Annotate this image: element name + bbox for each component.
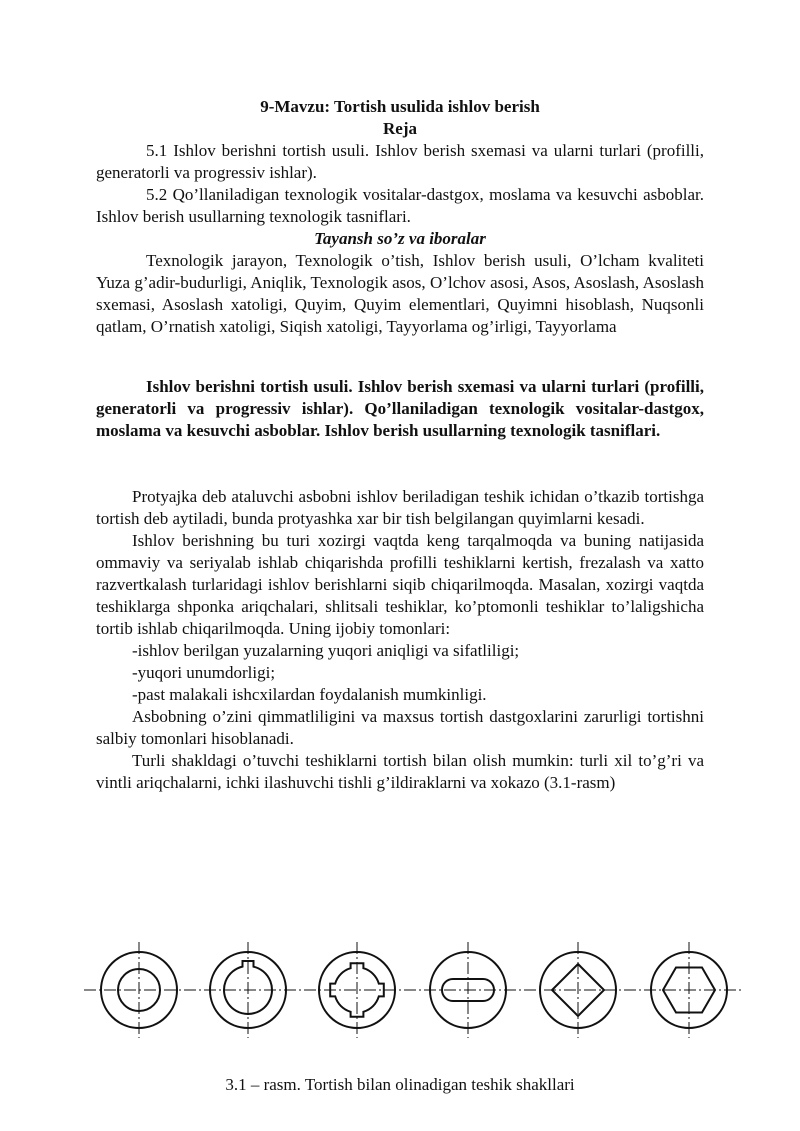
keywords-text: Texnologik jarayon, Texnologik o’tish, Ishlov berish usuli, O’lcham kvaliteti Yuza g’adir-budurligi, Aniqlik, Texnologik asos, O’lchov asosi, Asos, Asoslash, Asoslash sxemasi, Asoslash xatoligi, Quyim, Quyim elementlari, Quyimni hisoblash, Nuqsonli qatlam, O’rnatish xatoligi, Siqish xatoligi, Tayyorlama og’irligi, Tayyorlama <box>96 251 704 336</box>
hole-shapes-figure <box>84 938 744 1038</box>
list-item-productivity: -yuqori unumdorligi; <box>132 663 276 682</box>
paragraph-usage: Ishlov berishning bu turi xozirgi vaqtda keng tarqalmoqda va buning natijasida ommaviy va seriyalab ishlab chiqarishda profilli teshiklarni kertish, frezalash va xatto razvertkalash turlaridagi ishlov berishlarni siqib chiqarilmoqda. Masalan, xozirgi vaqtda teshiklarga shponka ariqchalari, shlitsali teshiklar, ko’ptomonli teshiklar to’laligshicha tortib ishlab chiqarilmoqda. Uning ijobiy tomonlari: <box>96 531 704 638</box>
body-text <box>96 486 704 794</box>
paragraph-negatives: Asbobning o’zini qimmatliligini va maxsus tortish dastgoxlarini zarurligi tortishni salbiy tomonlari hisoblanadi. <box>96 707 704 748</box>
page-title: 9-Mavzu: Tortish usulida ishlov berish <box>260 97 540 116</box>
plan-heading: Reja <box>383 119 417 138</box>
plan-item-5-2: 5.2 Qo’llaniladigan texnologik vositalar-dastgox, moslama va kesuvchi asboblar. Ishlov berish usullarning texnologik tasniflari. <box>96 185 704 226</box>
list-item-accuracy: -ishlov berilgan yuzalarning yuqori aniqligi va sifatliligi; <box>132 641 520 660</box>
center-lines <box>84 942 744 1038</box>
keywords-heading: Tayansh so’z va iboralar <box>314 229 486 248</box>
paragraph-protyajka: Protyajka deb ataluvchi asbobni ishlov beriladigan teshik ichidan o’tkazib tortishga tortish deb aytiladi, bunda protyashka xar bir tish belgilangan quyimlarni kesadi. <box>96 487 704 528</box>
section-heading: Ishlov berishni tortish usuli. Ishlov berish sxemasi va ularni turlari (profilli, generatorli va progressiv ishlar). Qo’llaniladigan texnologik vositalar-dastgox, moslama va kesuvchi asboblar. Ishlov berish usullarning texnologik tasniflari. <box>96 377 704 440</box>
plan-item-5-1: 5.1 Ishlov berishni tortish usuli. Ishlov berish sxemasi va ularni turlari (profilli, generatorli va progressiv ishlar). <box>96 141 704 182</box>
list-item-low-skill: -past malakali ishcxilardan foydalanish mumkinligi. <box>132 685 487 704</box>
paragraph-shapes: Turli shakldagi o’tuvchi teshiklarni tortish bilan olish mumkin: turli xil to’g’ri va vintli ariqchalarni, ichki ilashuvchi tishli g’ildiraklarni va xokazo (3.1-rasm) <box>96 751 704 792</box>
figure-caption: 3.1 – rasm. Tortish bilan olinadigan teshik shakllari <box>225 1075 575 1094</box>
